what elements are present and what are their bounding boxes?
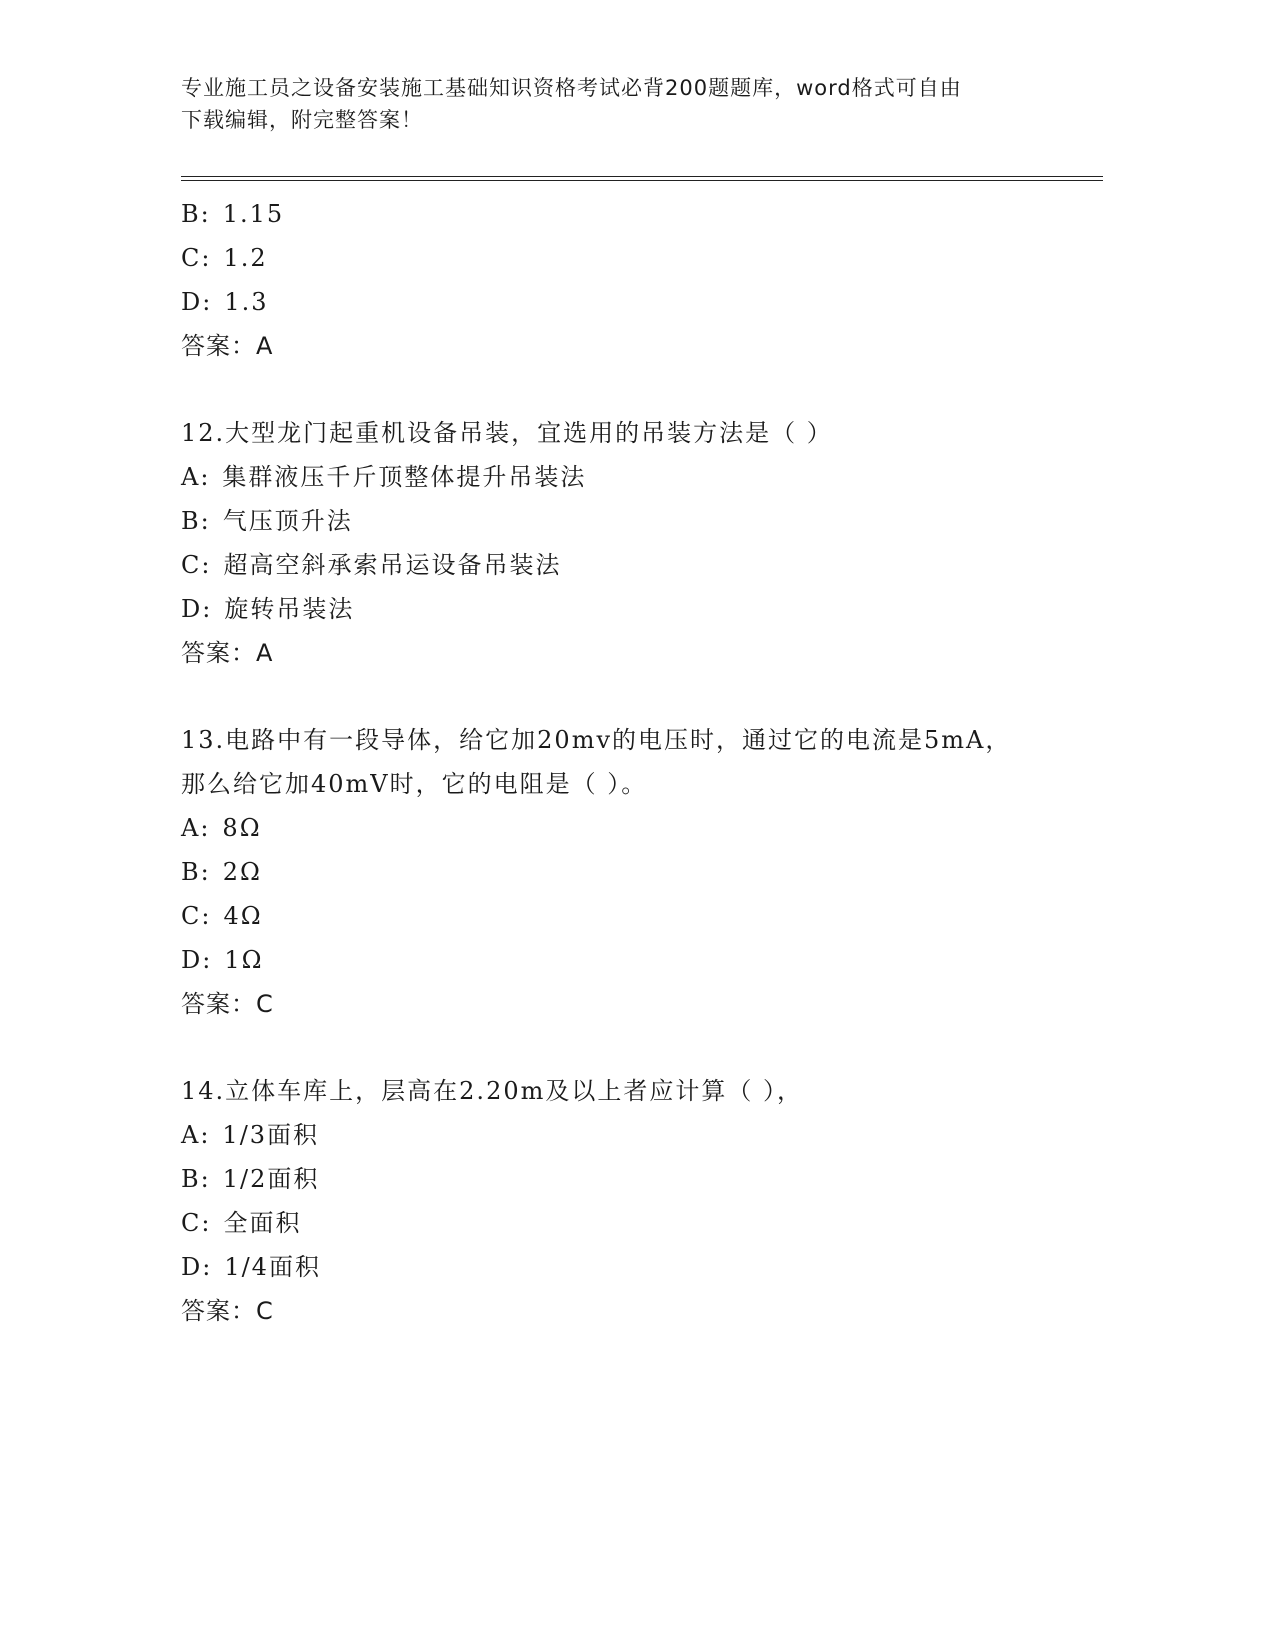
answer-line: 答案：C	[181, 990, 274, 1018]
option-c	[181, 236, 1101, 280]
option-text: 1/4面积	[224, 1253, 321, 1281]
option-label: B:	[181, 858, 211, 886]
option-b	[181, 850, 1101, 894]
option-label: B:	[181, 1165, 211, 1193]
option-label: B:	[181, 200, 211, 228]
option-label: D:	[181, 288, 213, 316]
header-title-line-1: 专业施工员之设备安装施工基础知识资格考试必背200题题库，word格式可自由	[181, 76, 962, 100]
option-c	[181, 1201, 1101, 1245]
option-d	[181, 280, 1101, 324]
option-b	[181, 1157, 1101, 1201]
option-a	[181, 806, 1101, 850]
option-b	[181, 499, 1101, 543]
option-text: 4Ω	[223, 902, 263, 930]
question-stem: 13.电路中有一段导体，给它加20mv的电压时，通过它的电流是5mA，	[181, 726, 1012, 754]
answer-line: 答案：C	[181, 1297, 274, 1325]
answer-line: 答案：A	[181, 332, 274, 360]
option-label: C:	[181, 551, 212, 579]
option-c	[181, 894, 1101, 938]
question-14	[181, 1069, 1101, 1333]
question-stem-continued: 那么给它加40mV时，它的电阻是（ ）。	[181, 770, 648, 798]
spacer	[181, 368, 1101, 411]
option-label: C:	[181, 902, 212, 930]
option-label: A:	[181, 463, 211, 491]
question-fragment	[181, 192, 1101, 368]
option-label: C:	[181, 244, 212, 272]
option-a	[181, 455, 1101, 499]
option-label: C:	[181, 1209, 212, 1237]
option-text: 超高空斜承索吊运设备吊装法	[223, 551, 562, 579]
question-stem: 12.大型龙门起重机设备吊装，宜选用的吊装方法是（ ）	[181, 419, 833, 447]
option-text: 旋转吊装法	[224, 595, 355, 623]
option-text: 2Ω	[222, 858, 262, 886]
option-text: 气压顶升法	[222, 507, 353, 535]
page-header	[181, 72, 1061, 136]
option-label: A:	[181, 1121, 211, 1149]
option-label: D:	[181, 595, 213, 623]
option-text: 集群液压千斤顶整体提升吊装法	[222, 463, 587, 491]
option-text: 1.15	[222, 200, 285, 228]
header-title-line-2: 下载编辑，附完整答案！	[181, 108, 423, 132]
option-a	[181, 1113, 1101, 1157]
spacer	[181, 1026, 1101, 1069]
option-d	[181, 1245, 1101, 1289]
spacer	[181, 675, 1101, 718]
option-b	[181, 192, 1101, 236]
question-12	[181, 411, 1101, 675]
option-label: A:	[181, 814, 211, 842]
option-text: 1.3	[224, 288, 269, 316]
question-13	[181, 718, 1101, 1026]
option-text: 1/2面积	[222, 1165, 320, 1193]
option-d	[181, 938, 1101, 982]
option-text: 1Ω	[224, 946, 264, 974]
option-label: D:	[181, 946, 213, 974]
answer-line: 答案：A	[181, 639, 274, 667]
question-content	[181, 192, 1101, 1333]
option-text: 1.2	[223, 244, 268, 272]
question-stem: 14.立体车库上，层高在2.20m及以上者应计算（ ），	[181, 1077, 803, 1105]
option-text: 8Ω	[222, 814, 262, 842]
option-d	[181, 587, 1101, 631]
option-text: 1/3面积	[222, 1121, 320, 1149]
option-label: D:	[181, 1253, 213, 1281]
option-label: B:	[181, 507, 211, 535]
option-text: 全面积	[223, 1209, 302, 1237]
header-divider	[181, 176, 1103, 181]
option-c	[181, 543, 1101, 587]
